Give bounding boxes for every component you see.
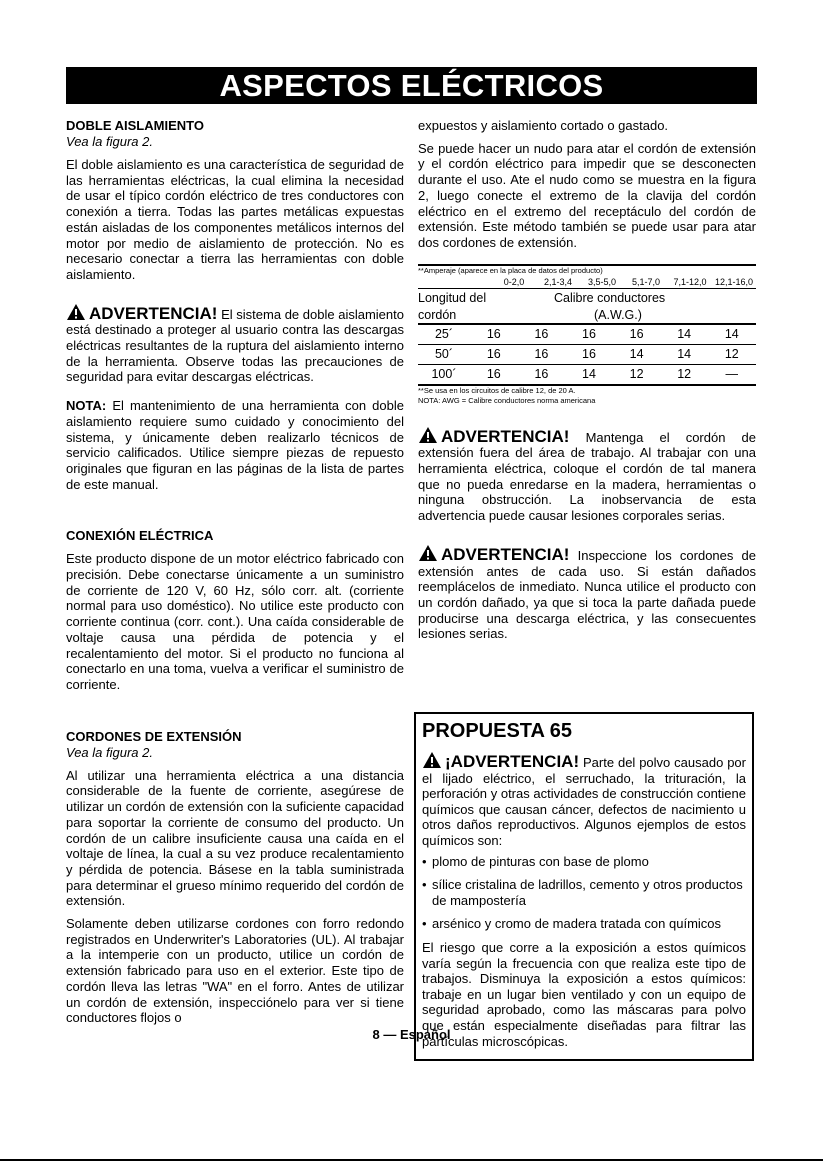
cordones-paragraph-1: Al utilizar una herramienta eléctrica a una distancia considerable de la fuente de corriente, asegúrese de utilizar un cordón de extensión con la suficiente capacidad para soportar la corriente de consumo del producto. Un cordón de un calibre insuficiente causa una caída en el voltaje de línea, la cual a su vez produce recalentamiento y pérdida de potencia. Básese en la tabla suministrada para determinar el grueso mínimo requerido del cordón de extensión. — [66, 767, 404, 909]
prop65-box — [414, 712, 754, 1061]
table-cell: 16 — [582, 346, 596, 361]
amp-range: 7,1-12,0 — [673, 276, 707, 287]
section-title-cordones: CORDONES DE EXTENSIÓN — [66, 728, 242, 744]
conexion-paragraph: Este producto dispone de un motor eléctrico fabricado con precisión. Debe conectarse únicamente a un suministro de corriente de 120 V, 60 Hz, sólo corr. alt. (corriente normal para uso doméstico). No utilice este producto con corriente continua (corr. cont.). Una caída considerable de voltaje causa una pérdida de potencia y el recalentamiento del motor. Si el producto no funciona al conectarlo en una toma, vuelva a verificar el suministro de corriente. — [66, 551, 404, 692]
prop65-title: PROPUESTA 65 — [422, 720, 573, 742]
section-title-conexion-electrica: CONEXIÓN ELÉCTRICA — [66, 528, 214, 544]
table-cell: 14 — [629, 346, 644, 361]
amp-range: 12,1-16,0 — [714, 276, 754, 287]
nota-text: El mantenimiento de una herramienta con doble aislamiento requiere sumo cuidado y conocimiento del sistema, y únicamente deben realizarlo técnicos de servicio calificados. Utilice siempre piezas de repuesto originales que figuran en las páginas de la lista de partes de este manual. — [66, 398, 404, 492]
extension-cord-table — [418, 264, 756, 406]
table-header — [418, 289, 756, 306]
section-title-doble-aislamiento: DOBLE AISLAMIENTO — [66, 118, 204, 133]
table-row — [418, 365, 756, 384]
table-cell: 16 — [534, 366, 549, 381]
table-footnote: NOTA: AWG = Calibre conductores norma americana — [418, 395, 596, 405]
table-cell: 16 — [486, 346, 501, 361]
table-row — [418, 325, 756, 344]
prop65-warning — [422, 751, 746, 849]
page-footer: 8 — Español — [372, 1027, 451, 1042]
warning-heading: ¡ADVERTENCIA! — [445, 752, 580, 771]
table-footnote: **Se usa en los circuitos de calibre 12, de 20 A. — [418, 385, 576, 395]
table-cell: 16 — [534, 326, 549, 341]
continued-paragraph: expuestos y aislamiento cortado o gastado. — [418, 118, 669, 133]
amp-header-row — [418, 276, 756, 288]
warning-triangle-icon — [418, 426, 438, 444]
table-cell: 25´ — [434, 326, 454, 341]
table-cell: 14 — [582, 366, 596, 381]
warning-triangle-icon — [418, 544, 438, 562]
list-item: • plomo de pinturas con base de plomo — [422, 854, 746, 870]
warning-heading: ADVERTENCIA! — [441, 426, 570, 446]
table-cell: 16 — [629, 326, 644, 341]
warning-text: Mantenga el cordón de extensión fuera del área de trabajo. Al trabajar con una herramienta eléctrica, coloque el cordón de tal manera que no pueda enredarse en la madera, herramientas o ninguna obstrucción. La inobservancia de esta advertencia puede causar lesiones corporales serias. — [418, 429, 756, 524]
warning-triangle-icon — [66, 303, 86, 321]
amp-range: 2,1-3,4 — [543, 276, 573, 287]
list-item: • arsénico y cromo de madera tratada con químicos — [422, 916, 746, 932]
knot-paragraph: Se puede hacer un nudo para atar el cordón de extensión y el cordón eléctrico para impedir que se desconecten durante el uso. Ate el nudo como se muestra en la figura 2, luego conecte el extremo de la clavija del cordón eléctrico en el extremo del receptáculo del cordón de extensión. Este método también se puede usar para atar dos cordones de extensión. — [418, 140, 756, 250]
table-cell: 16 — [534, 346, 549, 361]
amp-range: 5,1-7,0 — [631, 276, 661, 287]
table-cell: 12 — [629, 366, 644, 381]
warning-block-1 — [66, 303, 404, 386]
table-row — [418, 345, 756, 364]
warning-heading: ADVERTENCIA! — [89, 303, 218, 323]
doble-aislamiento-paragraph: El doble aislamiento es una característica de seguridad de las herramientas eléctricas, la cual elimina la necesidad de usar el típico cordón eléctrico de tres conductores con conexión a tierra. Todas las partes metálicas expuestas están aisladas de los componentes metálicos internos del motor por medio de aislamiento de protección. No es necesario conectar a tierra las herramientas con doble aislamiento. — [66, 157, 404, 282]
right-column — [418, 118, 756, 642]
table-cell: 16 — [486, 366, 501, 381]
warning-heading: ADVERTENCIA! — [441, 544, 570, 564]
table-cell: 14 — [724, 326, 739, 341]
amp-range: 3,5-5,0 — [587, 276, 617, 287]
prop65-closing: El riesgo que corre a la exposición a estos químicos varía según la frecuencia con que realiza este tipo de trabajos. Disminuya la exposición a estos químicos: trabaje en un lugar bien ventilado y con un equipo de seguridad aprobado, como las máscaras para polvo que están especialmente diseñadas para filtrar las partículas microscópicas. — [422, 939, 746, 1049]
chemicals-list — [422, 854, 746, 932]
table-cell: — — [725, 366, 739, 381]
header-gauge: Calibre conductores — [554, 290, 666, 305]
table-cell: 100´ — [431, 366, 457, 381]
table-cell: 12 — [724, 346, 739, 361]
amp-range: 0-2,0 — [503, 276, 525, 287]
cordones-paragraph-2: Solamente deben utilizarse cordones con forro redondo registrados en Underwriter's Laboratories (UL). Al trabajar a la intemperie con un producto, utilice un cordón de extensión fabricado para uso en el exterior. Este tipo de cordón lleva las letras "WA" en el forro. Antes de utilizar un cordón de extensión, inspecciónelo para ver si tiene conductores flojos o — [66, 916, 404, 1026]
nota-block — [66, 398, 404, 492]
header-gauge-2: (A.W.G.) — [594, 307, 642, 322]
table-cell: 16 — [486, 326, 501, 341]
warning-text: Inspeccione los cordones de extensión antes de cada uso. Si están dañados reemplácelos de inmediato. Nunca utilice el producto con un cordón dañado, ya que si toca la parte dañada puede producirse una descarga eléctrica, y las consecuentes lesiones serias. — [418, 547, 756, 642]
table-cell: 14 — [677, 326, 692, 341]
warning-block-2 — [418, 426, 756, 524]
warning-text: Parte del polvo causado por el lijado eléctrico, el serruchado, la trituración, la perforación y otras actividades de construcción contiene químicos que causan cáncer, defectos de nacimiento u otros daños reproductivos. Algunos ejemplos de estos químicos son: — [422, 755, 746, 848]
header-length: Longitud del — [418, 290, 487, 305]
bottom-rule — [0, 1159, 823, 1161]
table-cell: 50´ — [434, 346, 454, 361]
warning-text: El sistema de doble aislamiento está destinado a proteger al usuario contra las descargas eléctricas resultantes de la ruptura del aislamiento interno de la herramienta. Observe todas las precauciones de seguridad para evitar descargas eléctricas. — [66, 306, 404, 385]
figure-reference: Vea la figura 2. — [66, 134, 153, 149]
table-cell: 14 — [677, 346, 692, 361]
figure-reference-2: Vea la figura 2. — [66, 744, 153, 760]
warning-triangle-icon — [422, 751, 442, 769]
page-banner: ASPECTOS ELÉCTRICOS — [66, 67, 757, 104]
warning-block-3 — [418, 544, 756, 642]
header-length-2: cordón — [418, 307, 457, 322]
table-cell: 16 — [582, 326, 596, 341]
table-header-2 — [418, 306, 756, 323]
nota-label: NOTA: — [66, 398, 107, 414]
table-cell: 12 — [677, 366, 692, 381]
amp-note: **Amperaje (aparece en la placa de datos del producto) — [418, 265, 603, 275]
left-column — [66, 118, 404, 1026]
list-item: • sílice cristalina de ladrillos, cemento y otros productos de mampostería — [422, 877, 746, 908]
